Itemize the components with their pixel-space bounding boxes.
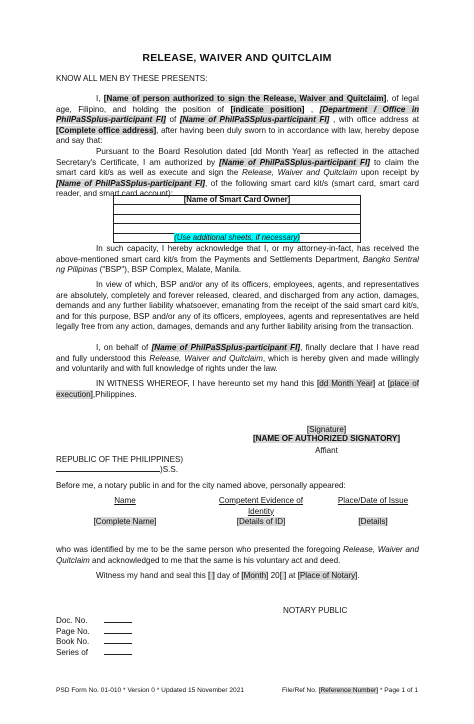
field-institution-name[interactable]: [Name of PhilPaSSplus-participant FI]	[151, 343, 301, 352]
doc-register	[56, 616, 146, 658]
doc-no-blank[interactable]	[104, 622, 132, 623]
table-row[interactable]	[114, 205, 361, 214]
notary-intro: Before me, a notary public in and for the city named above, personally appeared:	[56, 481, 346, 490]
paragraph-authority: Pursuant to the Board Resolution dated [dd Month Year] as reflected in the attached Secretary's Certificate, I am authorized by [Name of PhilPaSSplus-participant FI] to claim the smart card kit/s as well as execute and sign the Release, Waiver and Quitclaim upon receipt by [Name of PhilPaSSplus-participant FI], of the following smart card kit/s (smart card, smart card reader, and smart card account):	[56, 147, 419, 199]
field-complete-name[interactable]: [Complete Name]	[93, 517, 157, 526]
smart-card-owner-table	[113, 195, 361, 243]
paragraph-release: In view of which, BSP and/or any of its officers, employees, agents, and representatives are absolutely, completely and forever released, cleared, and discharged from any action, damages, demands and any further liability whatsoever, emanating from the receipt of the said smart card kit/s, and for this purpose, BSP and/or any of its officers, employees, agents and representatives are held legally free from any action, damages, demands and any further liability arising from the transaction.	[56, 280, 419, 332]
field-institution-name[interactable]: [Name of PhilPaSSplus-participant FI]	[219, 157, 370, 167]
paragraph-witness: IN WITNESS WHEREOF, I have hereunto set my hand this [dd Month Year] at [place of execution],Philippines.	[56, 379, 419, 399]
book-no-row: Book No.	[56, 637, 146, 648]
table-row[interactable]	[114, 214, 361, 223]
intro-line: KNOW ALL MEN BY THESE PRESENTS:	[56, 74, 208, 83]
paragraph-notary-seal: Witness my hand and seal this [ ] day of [Month] 20[ ] at [Place of Notary].	[96, 571, 360, 580]
paragraph-identification: who was identified by me to be the same person who presented the foregoing Release, Waiver and Quitclaim and acknowledged to me that the same is his voluntary act and deed.	[56, 545, 419, 565]
field-institution-name[interactable]: [Name of PhilPaSSplus-participant FI]	[56, 178, 205, 188]
venue-republic: REPUBLIC OF THE PHILIPPINES)	[56, 455, 184, 464]
signature-field[interactable]: [Signature]	[306, 425, 347, 434]
paragraph-declarant: I, [Name of person authorized to sign the Release, Waiver and Quitclaim], of legal age, Filipino, and holding the position of [indicate position] , [Department / Office in PhilPaSSplus-participant FI] of [Name of PhilPaSSplus-participant FI] , with office address at [Complete office address], after having been duly sworn to in accordance with law, hereby depose and say that:	[56, 94, 420, 146]
footer-reference: File/Ref No. [Reference Number] * Page 1 of 1	[282, 687, 418, 694]
column-issue-header: Place/Date of Issue	[337, 496, 409, 505]
footer-form-info: PSD Form No. 01-010 * Version 0 * Updated 15 November 2021	[56, 687, 245, 694]
field-id-details[interactable]: [Details of ID]	[236, 517, 286, 526]
field-execution-place[interactable]: [place of execution]	[56, 379, 419, 399]
field-notary-place[interactable]: [Place of Notary]	[297, 571, 358, 580]
city-blank[interactable]	[56, 471, 160, 472]
column-id-header: Competent Evidence of Identity	[218, 496, 304, 516]
issue-cell	[326, 517, 420, 528]
field-day[interactable]: [ ]	[208, 571, 215, 580]
series-blank[interactable]	[104, 654, 132, 655]
additional-sheets-note: (Use additional sheets, if necessary)	[174, 232, 300, 242]
affiant-label: Affiant	[315, 446, 338, 455]
field-position[interactable]: [indicate position]	[230, 104, 305, 114]
field-department[interactable]: [Department / Office in PhilPaSSplus-participant FI]	[56, 104, 420, 125]
page-no-blank[interactable]	[104, 633, 132, 634]
page-no-row: Page No.	[56, 627, 146, 638]
field-year[interactable]: [ ]	[279, 571, 287, 580]
field-signatory-name[interactable]: [Name of person authorized to sign the Release, Waiver and Quitclaim]	[103, 94, 387, 103]
field-issue-details[interactable]: [Details]	[358, 517, 388, 526]
doc-no-row: Doc. No.	[56, 616, 146, 627]
field-execution-date[interactable]: [dd Month Year]	[317, 379, 376, 388]
signatory-name-field[interactable]: [NAME OF AUTHORIZED SIGNATORY]	[252, 434, 401, 443]
field-reference-number[interactable]: [Reference Number]	[318, 687, 379, 694]
paragraph-declaration: I, on behalf of [Name of PhilPaSSplus-participant FI], finally declare that I have read and fully understood this Release, Waiver and Quitclaim, which is hereby given and made willingly and voluntarily and with full knowledge of rights under the law.	[56, 343, 419, 374]
series-row: Series of	[56, 648, 146, 659]
name-cell	[78, 517, 172, 528]
book-no-blank[interactable]	[104, 643, 132, 644]
table-row[interactable]	[114, 224, 361, 233]
id-cell	[206, 517, 316, 528]
notary-public-label: NOTARY PUBLIC	[283, 606, 348, 615]
table-header: [Name of Smart Card Owner]	[114, 196, 361, 205]
field-month[interactable]: [Month]	[241, 571, 269, 580]
venue-city: )S.S.	[56, 465, 178, 476]
column-name-header: Name	[114, 496, 136, 505]
paragraph-acknowledgement: In such capacity, I hereby acknowledge that I, or my attorney-in-fact, has received the above-mentioned smart card kit/s from the Payments and Settlements Department, Bangko Sentral ng Pilipinas ("BSP"), BSP Complex, Malate, Manila.	[56, 244, 419, 275]
signatory-name-row	[244, 434, 409, 445]
document-title: RELEASE, WAIVER AND QUITCLAIM	[142, 52, 332, 64]
field-institution-name[interactable]: [Name of PhilPaSSplus-participant FI]	[179, 115, 330, 125]
field-office-address[interactable]: [Complete office address]	[56, 125, 157, 135]
